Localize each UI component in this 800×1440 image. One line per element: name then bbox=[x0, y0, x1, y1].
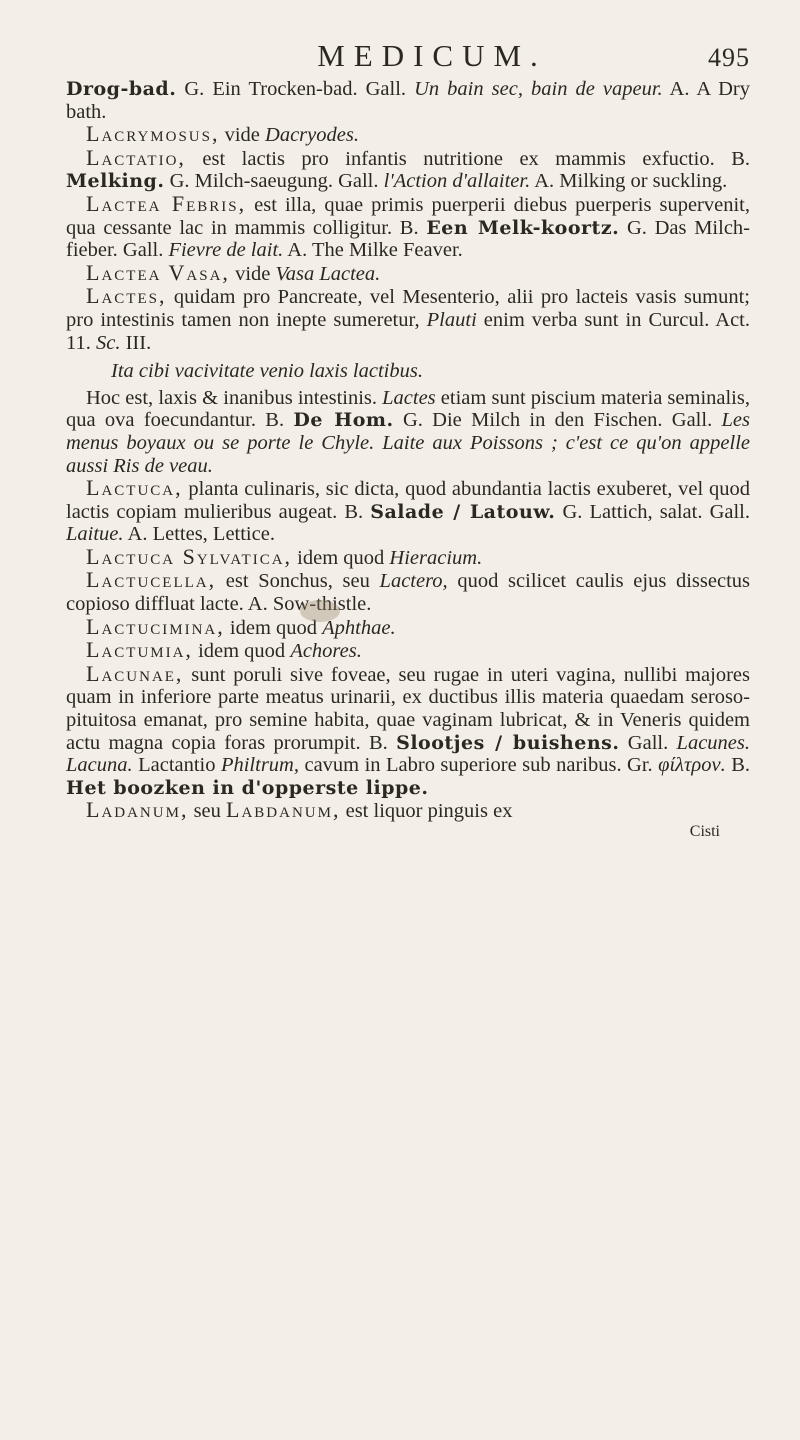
entry-text: enim verba sunt in Curcul. Act. 11. bbox=[66, 308, 750, 354]
entry-text: vide bbox=[229, 262, 276, 285]
entry-text: G. Milch-saeugung. Gall. bbox=[164, 170, 384, 193]
entry-text: idem quod bbox=[192, 640, 291, 663]
page-number: 495 bbox=[708, 43, 750, 72]
entry-text: B. bbox=[725, 754, 750, 777]
entry-text: Gall. bbox=[619, 731, 677, 754]
blackletter-text: Het boozken in d'opperste lippe. bbox=[66, 776, 429, 799]
verse-quote: Ita cibi vacivitate venio laxis lactibus. bbox=[111, 360, 423, 383]
entry-text: G. Lattich, salat. Gall. bbox=[555, 500, 750, 523]
blackletter-text: Een Melk-koortz. bbox=[426, 216, 620, 239]
blackletter-text: Drog-bad. bbox=[66, 78, 177, 100]
entry-text: Dacryodes. bbox=[265, 124, 359, 147]
entry-headword: Lactea Vasa, bbox=[86, 259, 230, 285]
entry-text: Lactantio bbox=[132, 754, 221, 777]
entry-text: Fievre de lait. bbox=[168, 239, 284, 262]
dictionary-entry bbox=[66, 123, 750, 147]
entry-text: est Sonchus, seu bbox=[216, 570, 380, 593]
dictionary-entry bbox=[66, 613, 750, 640]
entry-text: A. Lettes, Lettice. bbox=[123, 523, 275, 546]
entry-text: sunt poruli sive foveae, seu rugae in uteri vagina, nullibi majores quam in inferiore parte meatus urinarii, ex ductibus illis materia quaedam seroso-pituitosa emanat, pro semine habita, quae vaginam lubricat, & in Veneris quidem actu magna copia foras prorumpit. B. bbox=[66, 663, 750, 754]
blackletter-text: Melking. bbox=[66, 170, 165, 193]
dictionary-entry bbox=[66, 78, 750, 123]
entry-headword: Lactatio, bbox=[86, 144, 186, 170]
dictionary-entry bbox=[66, 543, 750, 570]
dictionary-entry bbox=[66, 799, 750, 823]
entry-text: Hoc est, laxis & inanibus intestinis. bbox=[86, 386, 383, 409]
entry-text: l'Action d'allaiter. bbox=[383, 170, 531, 193]
entry-text: III. bbox=[120, 331, 152, 354]
entry-text: Aphthae. bbox=[322, 616, 396, 639]
entry-text: Sc. bbox=[96, 331, 121, 354]
entry-text: cavum in Labro superiore sub naribus. Gr. bbox=[299, 754, 659, 777]
entry-text: Les menus boyaux ou se porte le Chyle. Laite aux Poissons ; c'est ce qu'on appelle aussi Ris de veau. bbox=[66, 409, 750, 477]
entry-headword: Lactes, bbox=[86, 283, 167, 309]
dictionary-entry bbox=[66, 639, 750, 663]
entry-headword: Lacrymosus, bbox=[86, 121, 220, 147]
entry-text: Plauti bbox=[426, 308, 477, 331]
entry-text: planta culinaris, sic dicta, quod abundantia lactis exuberet, vel quod lactis copiam mulieribus augeat. B. bbox=[66, 478, 750, 523]
entry-text: G. Das Milch-fieber. Gall. bbox=[66, 216, 750, 262]
entry-text: vide bbox=[219, 124, 266, 147]
entry-text: Lactes bbox=[382, 386, 436, 409]
blackletter-text: De Hom. bbox=[293, 409, 394, 432]
entry-text: A. A Dry bath. bbox=[66, 78, 750, 123]
page-header bbox=[66, 38, 750, 74]
entry-text: seu bbox=[188, 800, 227, 823]
entry-text: est liquor pinguis ex bbox=[340, 800, 513, 823]
dictionary-entry bbox=[66, 569, 750, 615]
blackletter-text: Salade / Latouw. bbox=[370, 500, 556, 523]
entry-text: A. The Milke Feaver. bbox=[283, 239, 463, 262]
entry-text: idem quod bbox=[292, 546, 390, 569]
dictionary-entries bbox=[66, 78, 750, 823]
entry-headword: Labdanum, bbox=[226, 797, 341, 823]
dictionary-entry bbox=[66, 259, 750, 286]
entry-text: φίλτρον. bbox=[658, 754, 726, 777]
entry-text: Philtrum, bbox=[220, 754, 299, 777]
running-head: MEDICUM. bbox=[317, 38, 547, 73]
entry-headword: Lactuca Sylvatica, bbox=[86, 543, 293, 569]
blackletter-text: Slootjes / buishens. bbox=[396, 731, 620, 754]
entry-text: est illa, quae primis puerperii diebus puerperis supervenit, qua cessante lac in mammis colligitur. B. bbox=[66, 193, 750, 239]
paper-stain bbox=[300, 600, 340, 622]
entry-text: Lacunes. Lacuna. bbox=[66, 731, 750, 777]
entry-headword: Lactucimina, bbox=[86, 613, 225, 639]
entry-headword: Lacunae, bbox=[86, 660, 184, 686]
entry-text: Hieracium. bbox=[389, 546, 483, 569]
dictionary-entry bbox=[66, 190, 750, 262]
catchword: Cisti bbox=[689, 823, 720, 840]
entry-text: idem quod bbox=[224, 616, 323, 639]
entry-text: G. Die Milch in den Fischen. Gall. bbox=[393, 409, 722, 432]
dictionary-entry bbox=[66, 387, 750, 477]
dictionary-entry bbox=[66, 477, 750, 546]
entry-headword: Ladanum, bbox=[86, 797, 189, 823]
entry-text: Achores. bbox=[290, 640, 362, 663]
entry-headword: Lactucella, bbox=[86, 567, 217, 593]
dictionary-entry bbox=[66, 144, 750, 193]
entry-text: A. Milking or suckling. bbox=[530, 170, 728, 193]
dictionary-entry bbox=[66, 285, 750, 354]
entry-text: Un bain sec, bain de vapeur. bbox=[414, 78, 663, 100]
entry-text: Laitue. bbox=[66, 523, 124, 546]
entry-headword: Lactea Febris, bbox=[86, 190, 247, 216]
entry-text: quod scilicet caulis ejus dissectus copioso diffluat lacte. A. Sow-thistle. bbox=[66, 570, 751, 616]
entry-text: G. Ein Trocken-bad. Gall. bbox=[176, 78, 415, 100]
entry-text: quidam pro Pancreate, vel Mesenterio, alii pro lacteis vasis sumunt; pro intestinis tamen non inepte sumeretur, bbox=[66, 286, 750, 331]
entry-headword: Lactuca, bbox=[86, 475, 183, 501]
entry-text: est lactis pro infantis nutritione ex mammis exfuctio. B. bbox=[185, 147, 750, 170]
entry-text: Vasa Lactea. bbox=[275, 262, 381, 285]
dictionary-entry bbox=[66, 660, 750, 800]
entry-text: Lactero, bbox=[379, 570, 448, 593]
entry-headword: Lactumia, bbox=[86, 637, 193, 663]
entry-text: etiam sunt piscium materia seminalis, qua ova foecundantur. B. bbox=[66, 386, 750, 432]
